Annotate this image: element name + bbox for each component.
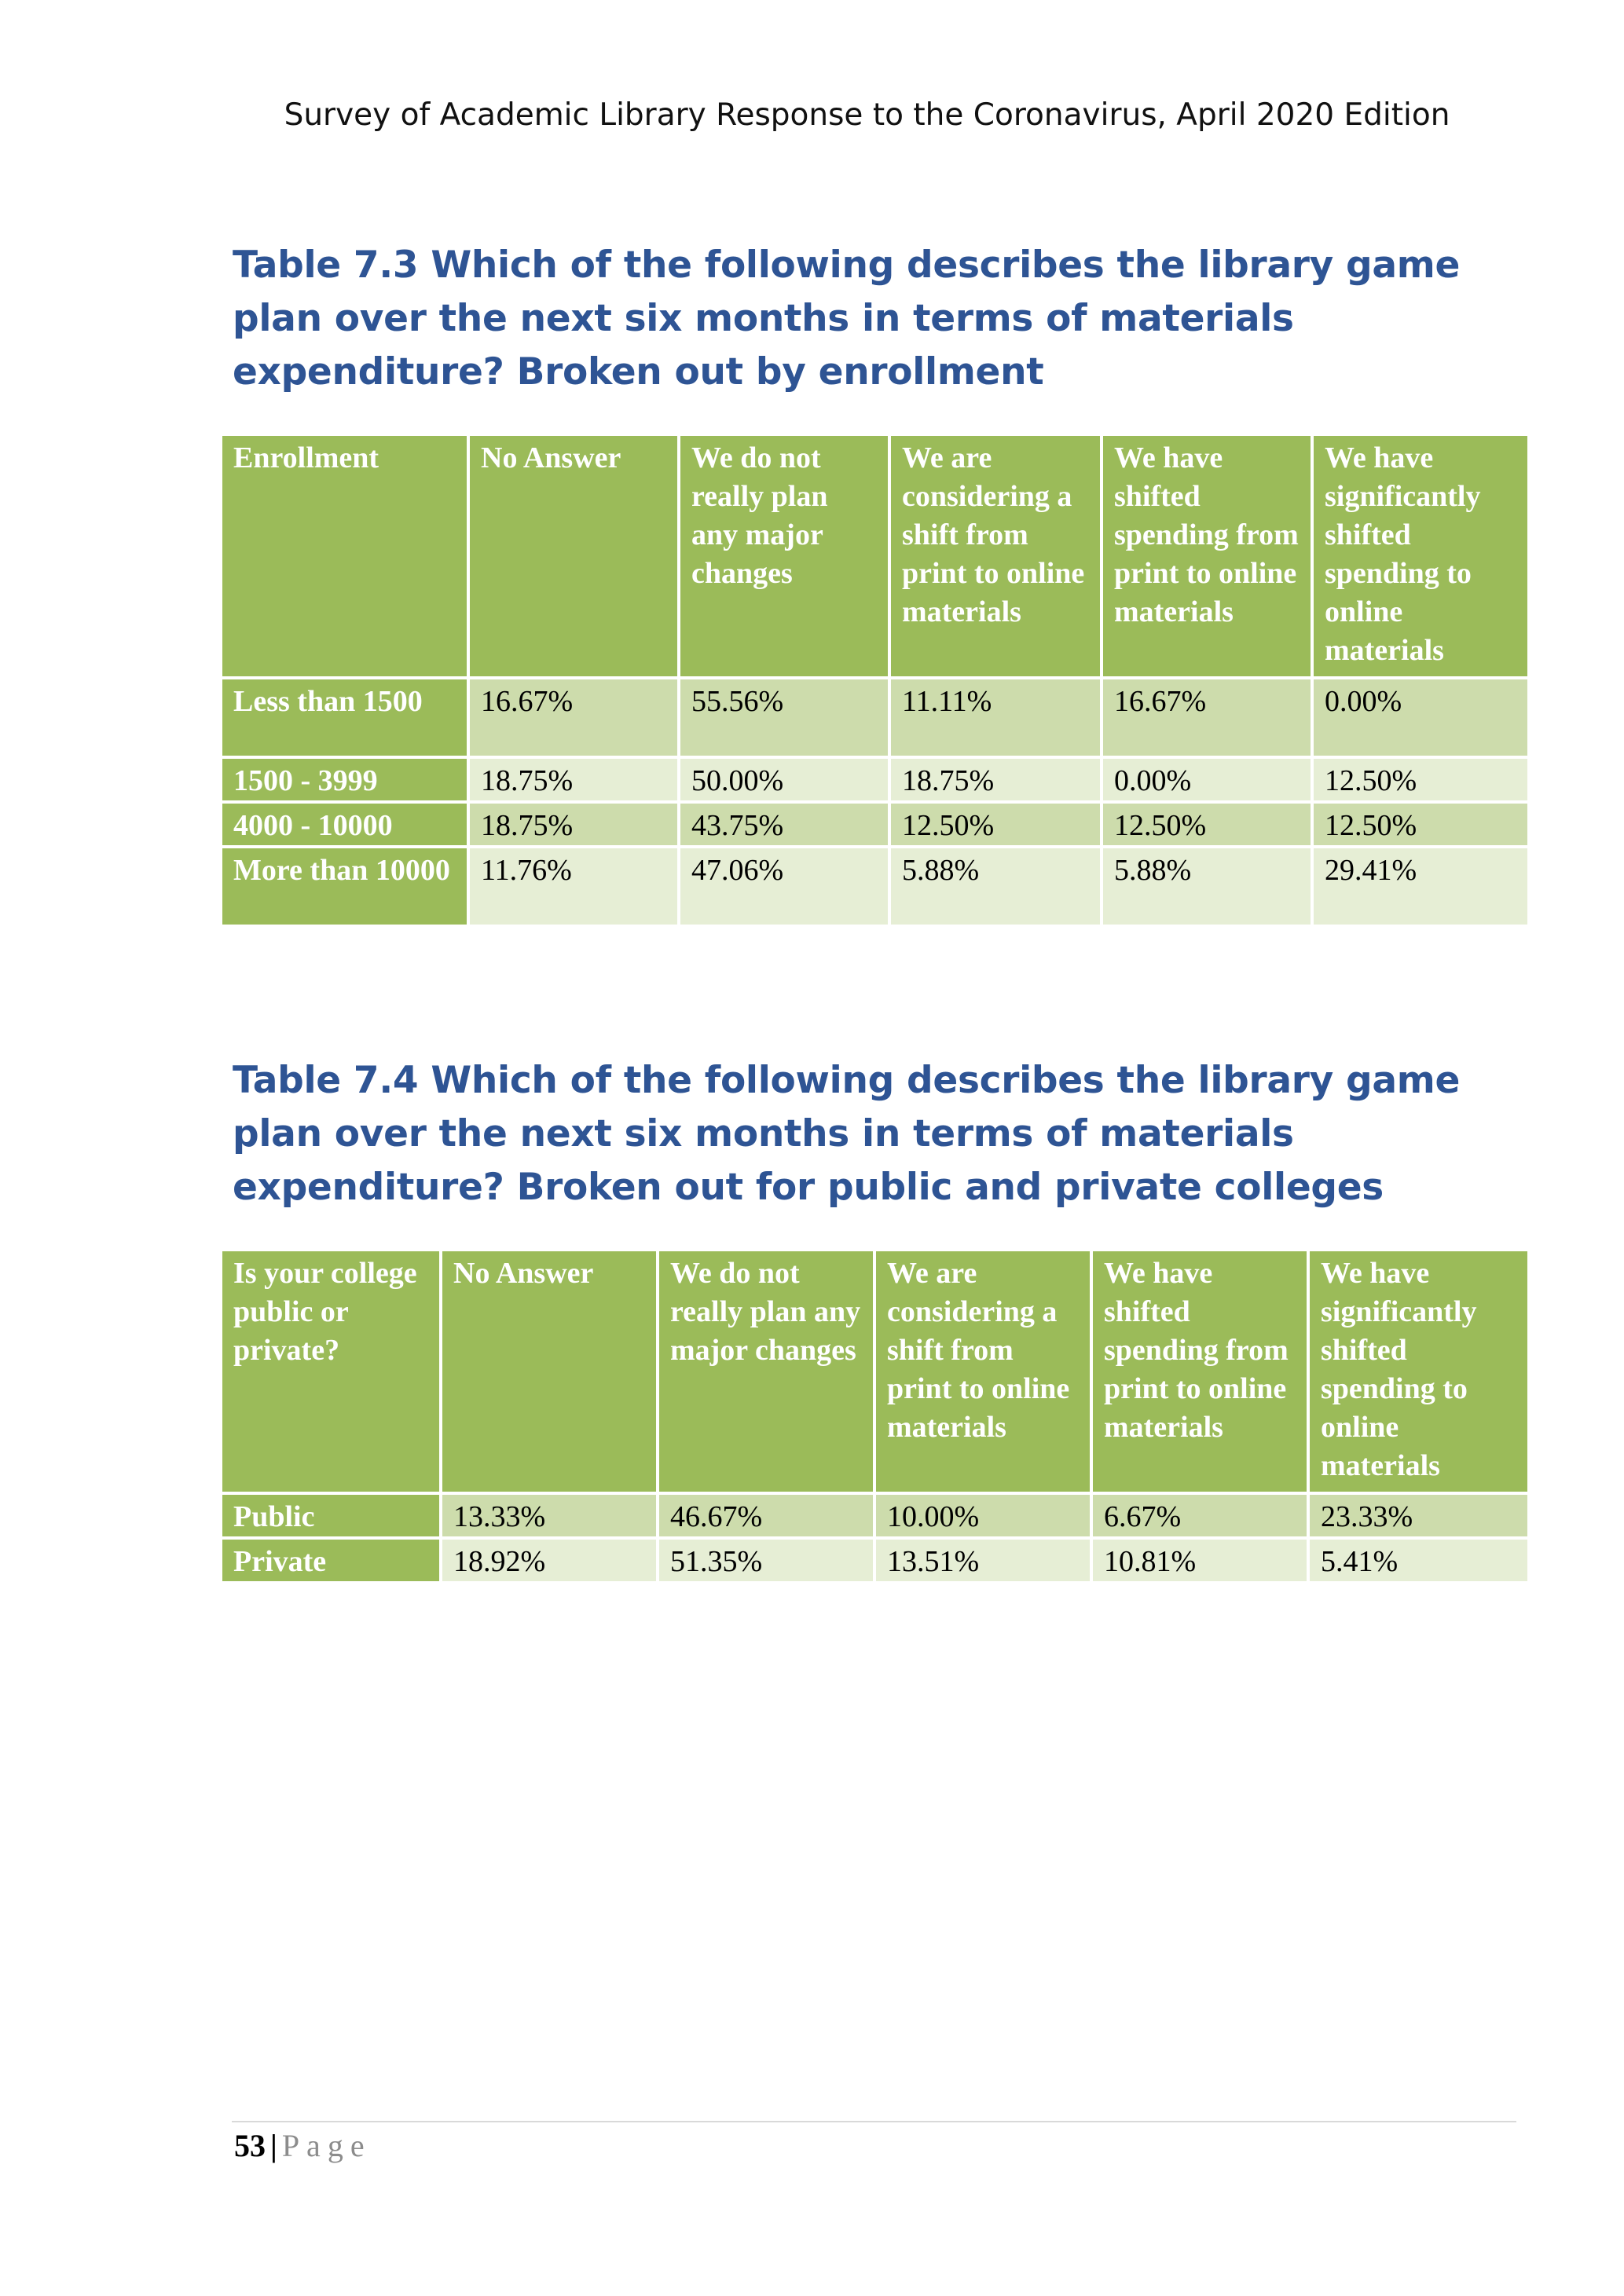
column-header-college-type: Is your college public or private? <box>221 1250 441 1493</box>
table-cell: 43.75% <box>679 802 889 847</box>
table-7-4-caption: Table 7.4 Which of the following describes the library game plan over the next six months in terms of materials expenditure? Broken out for public and private colleges <box>233 1059 1461 1209</box>
table-cell: 18.75% <box>468 802 679 847</box>
table-row <box>221 802 1529 847</box>
row-label: Less than 1500 <box>221 678 468 757</box>
column-header-shifted-spending: We have shifted spending from print to online materials <box>1102 434 1312 678</box>
table-cell: 12.50% <box>889 802 1102 847</box>
column-header-no-major-changes: We do not really plan any major changes <box>658 1250 874 1493</box>
row-label: Private <box>221 1538 441 1583</box>
column-header-no-answer: No Answer <box>441 1250 658 1493</box>
table-cell: 29.41% <box>1312 847 1529 926</box>
table-row <box>221 757 1529 802</box>
table-cell: 6.67% <box>1091 1493 1308 1538</box>
table-cell: 18.75% <box>468 757 679 802</box>
running-header <box>0 97 1624 133</box>
row-label: More than 10000 <box>221 847 468 926</box>
column-header-no-answer: No Answer <box>468 434 679 678</box>
column-header-considering-shift: We are considering a shift from print to online materials <box>889 434 1102 678</box>
column-header-considering-shift: We are considering a shift from print to online materials <box>874 1250 1091 1493</box>
table-cell: 13.51% <box>874 1538 1091 1583</box>
column-header-shifted-spending: We have shifted spending from print to online materials <box>1091 1250 1308 1493</box>
table-header-row <box>221 434 1529 678</box>
table-cell: 12.50% <box>1102 802 1312 847</box>
page-number: 53 <box>234 2128 266 2163</box>
table-cell: 47.06% <box>679 847 889 926</box>
table-row <box>221 847 1529 926</box>
table-cell: 13.33% <box>441 1493 658 1538</box>
table-cell: 11.76% <box>468 847 679 926</box>
table-7-3 <box>219 433 1531 928</box>
running-title: Survey of Academic Library Response to the Coronavirus, April 2020 Edition <box>284 97 1450 133</box>
table-row <box>221 1493 1529 1538</box>
table-cell: 55.56% <box>679 678 889 757</box>
table-cell: 51.35% <box>658 1538 874 1583</box>
table-header-row <box>221 1250 1529 1493</box>
table-cell: 12.50% <box>1312 757 1529 802</box>
column-header-significantly-shifted: We have significantly shifted spending to online materials <box>1312 434 1529 678</box>
column-header-enrollment: Enrollment <box>221 434 468 678</box>
table-cell: 10.00% <box>874 1493 1091 1538</box>
table-cell: 18.75% <box>889 757 1102 802</box>
table-cell: 23.33% <box>1308 1493 1529 1538</box>
table-cell: 0.00% <box>1102 757 1312 802</box>
page-label: Page <box>281 2128 372 2163</box>
table-cell: 16.67% <box>1102 678 1312 757</box>
table-cell: 50.00% <box>679 757 889 802</box>
table-cell: 0.00% <box>1312 678 1529 757</box>
table-cell: 16.67% <box>468 678 679 757</box>
footer-separator: | <box>270 2128 277 2163</box>
column-header-significantly-shifted: We have significantly shifted spending to online materials <box>1308 1250 1529 1493</box>
table-row <box>221 678 1529 757</box>
table-cell: 5.88% <box>889 847 1102 926</box>
table-cell: 12.50% <box>1312 802 1529 847</box>
table-cell: 46.67% <box>658 1493 874 1538</box>
page-footer <box>234 2127 372 2164</box>
row-label: 4000 - 10000 <box>221 802 468 847</box>
table-cell: 18.92% <box>441 1538 658 1583</box>
table-7-4 <box>219 1248 1531 1584</box>
table-cell: 5.41% <box>1308 1538 1529 1583</box>
column-header-no-major-changes: We do not really plan any major changes <box>679 434 889 678</box>
table-7-3-caption: Table 7.3 Which of the following describes the library game plan over the next six months in terms of materials expenditure? Broken out by enrollment <box>233 244 1461 394</box>
table-row <box>221 1538 1529 1583</box>
table-cell: 10.81% <box>1091 1538 1308 1583</box>
row-label: 1500 - 3999 <box>221 757 468 802</box>
row-label: Public <box>221 1493 441 1538</box>
table-cell: 5.88% <box>1102 847 1312 926</box>
table-cell: 11.11% <box>889 678 1102 757</box>
footer-divider <box>232 2121 1516 2122</box>
